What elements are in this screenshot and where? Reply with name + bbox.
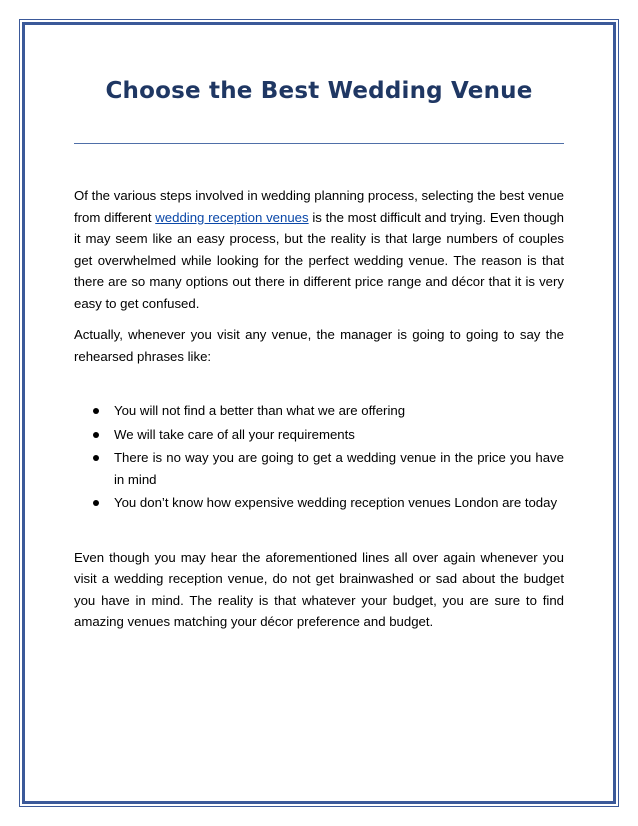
paragraph-phrases: Actually, whenever you visit any venue, the manager is going to going to say the rehearsed phrases like: bbox=[74, 327, 564, 364]
list-item bbox=[114, 400, 564, 422]
paragraph-conclusion: Even though you may hear the aforementioned lines all over again whenever you visit a wedding reception venue, do not get brainwashed or sad about the budget you have in mind. The reality is that whatever your budget, you are sure to find amazing venues matching your décor preference and budget. bbox=[74, 549, 564, 629]
document-body bbox=[74, 185, 564, 643]
list-item bbox=[114, 424, 564, 446]
bullet-icon bbox=[93, 432, 99, 438]
list-item-text: You don’t know how expensive wedding reception venues London are today bbox=[114, 495, 558, 510]
paragraph-intro bbox=[74, 185, 564, 314]
page-title: Choose the Best Wedding Venue bbox=[105, 78, 533, 104]
list-item bbox=[114, 492, 564, 514]
list-item bbox=[114, 447, 564, 490]
title-divider bbox=[74, 143, 564, 144]
paragraph-intro-text-1: Of the various steps involved in wedding planning process, selecting the best venue from different bbox=[74, 188, 564, 225]
list-item-text: There is no way you are going to get a wedding venue in the price you have in mind bbox=[114, 450, 564, 487]
list-item-text: You will not find a better than what we are offering bbox=[114, 403, 406, 418]
paragraph-intro-text-2: is the most difficult and trying. Even though it may seem like an easy process, but the reality is that large numbers of couples get overwhelmed while looking for the perfect wedding venue. The reason is that there are so many options out there in different price range and décor that it is very easy to get confused. bbox=[74, 209, 564, 311]
list-item-text: We will take care of all your requirements bbox=[114, 426, 355, 442]
bullet-icon bbox=[93, 500, 99, 506]
bullet-icon bbox=[93, 455, 99, 461]
wedding-reception-venues-link[interactable]: wedding reception venues bbox=[155, 209, 309, 225]
phrases-list bbox=[74, 400, 564, 514]
bullet-icon bbox=[93, 408, 99, 414]
